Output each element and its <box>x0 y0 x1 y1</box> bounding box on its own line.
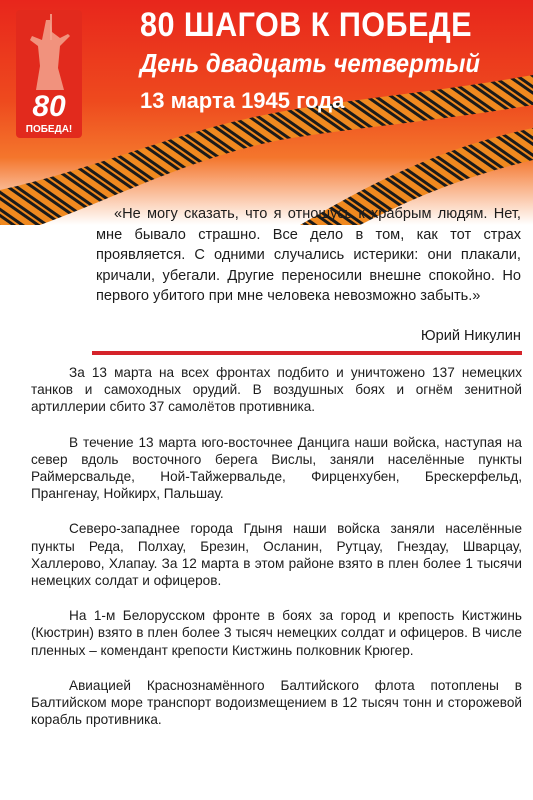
victory-80-logo <box>16 10 82 138</box>
logo-number: 80 <box>32 90 66 123</box>
divider <box>92 351 522 355</box>
paragraph: В течение 13 марта юго-восточнее Данцига наши войска, наступая на север вдоль восточного берега Вислы, заняли населённые пункты Раймерсвальде, Ной-Тайжервальде, Фирценхубен, Брескерфельд, Прангенау, Нойкирх, Пальшау. <box>31 434 522 502</box>
quote-author: Юрий Никулин <box>420 328 521 344</box>
paragraph: Авиацией Краснознамённого Балтийского флота потоплены в Балтийском море транспорт водоизмещением в 12 тысяч тонн и сторожевой корабль противника. <box>31 677 522 728</box>
page-title: 80 ШАГОВ К ПОБЕДЕ <box>140 6 472 44</box>
header-banner <box>0 0 533 225</box>
paragraph: За 13 марта на всех фронтах подбито и уничтожено 137 немецких танков и самоходных орудий. В воздушных боях и огнём зенитной артиллерии сбито 37 самолётов противника. <box>31 365 522 415</box>
page-subtitle: День двадцать четвертый <box>140 48 481 78</box>
article-body <box>31 364 522 746</box>
logo-text: ПОБЕДА! <box>25 124 73 135</box>
quote-text: «Не могу сказать, что я отношусь к храбрым людям. Нет, мне бывало страшно. Все дело в том, как тот страх проявляется. С одними случались истерики: они плакали, кричали, убегали. Другие переносили внешне спокойно. Но первого убитого при мне человека невозможно забыть.» <box>96 206 521 304</box>
paragraph: На 1-м Белорусском фронте в боях за город и крепость Кистжинь (Кюстрин) взято в плен более 3 тысяч немецких солдат и офицеров. В числе пленных – комендант крепости Кистжинь полковник Крюгер. <box>31 608 522 658</box>
page-date: 13 марта 1945 года <box>140 88 345 113</box>
paragraph: Северо-западнее города Гдыня наши войска заняли населённые пункты Реда, Полхау, Брезин, Осланин, Рутцау, Гнездау, Шварцау, Халлерово, Хлапау. За 12 марта в этом районе взято в плен более 1 тысячи немецких солдат и офицеров. <box>31 521 522 589</box>
